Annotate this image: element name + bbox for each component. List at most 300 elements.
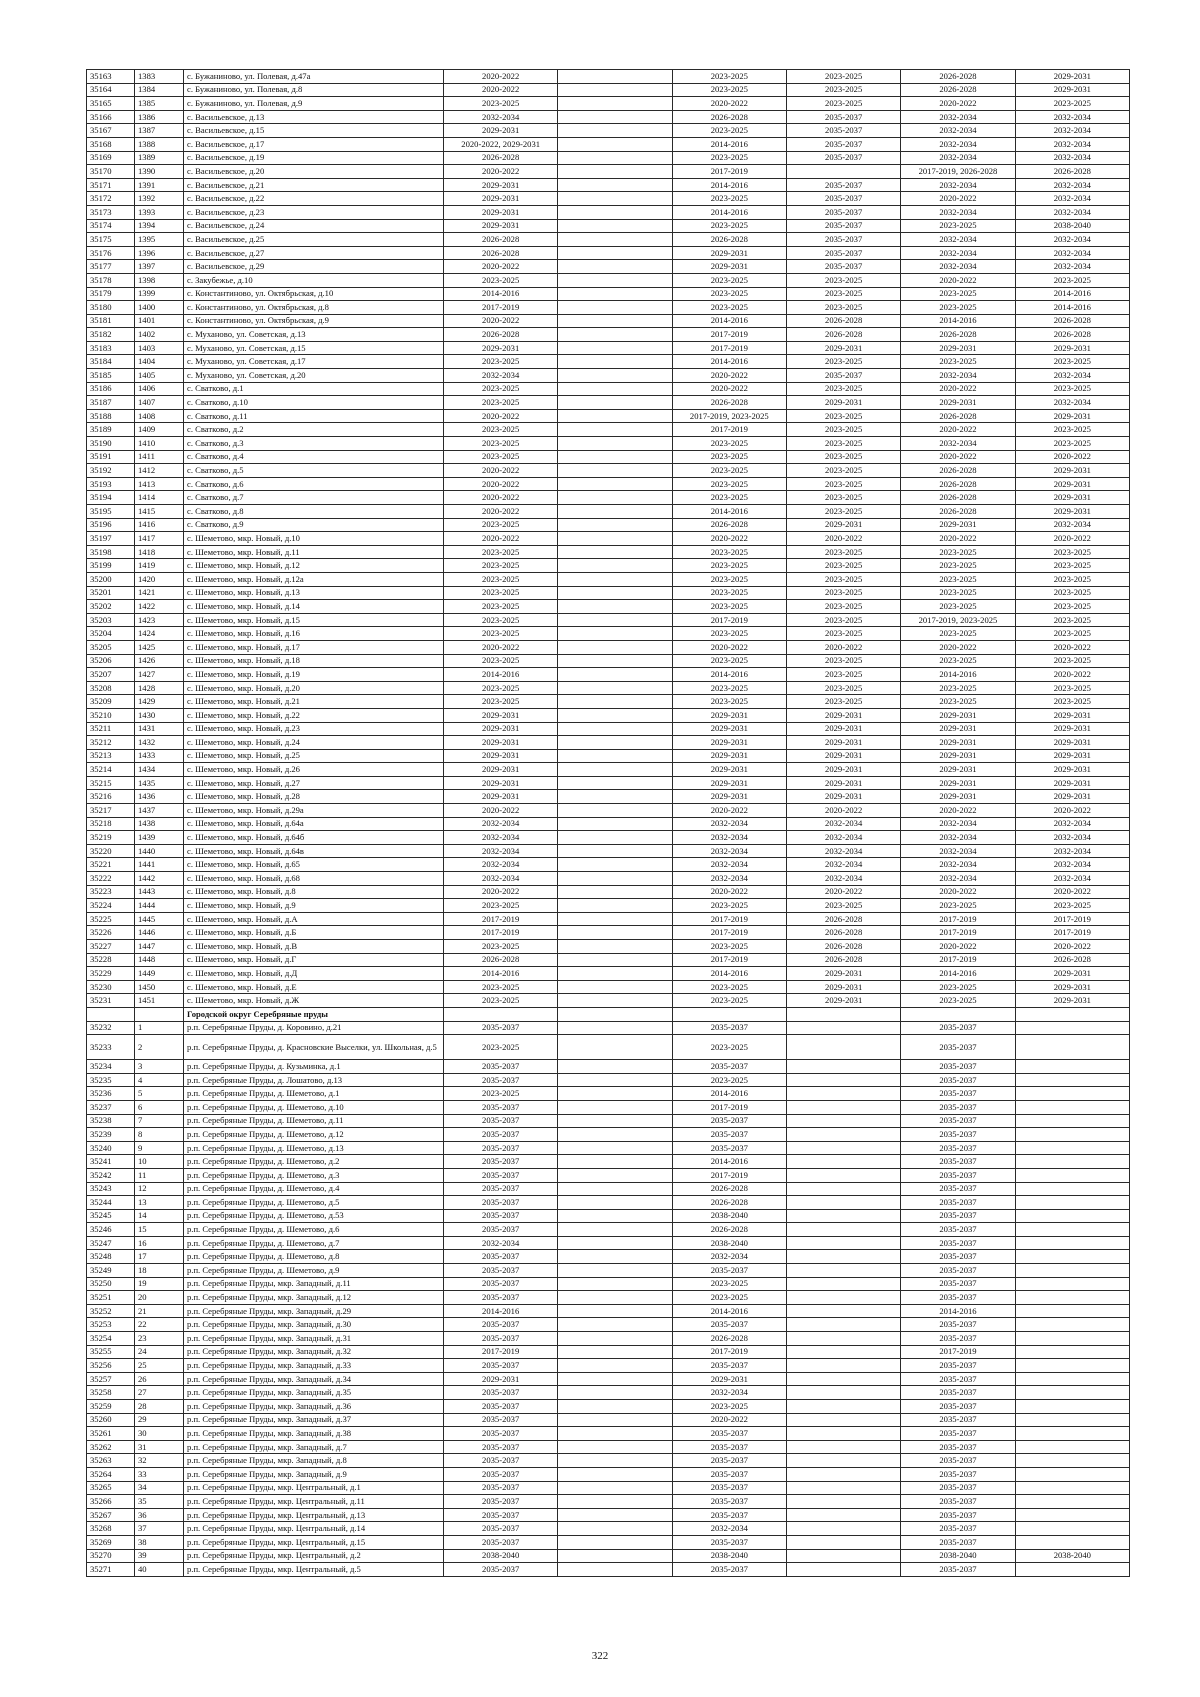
table-cell: 35230 — [87, 980, 135, 994]
table-cell: 2023-2025 — [672, 83, 786, 97]
table-cell: 2035-2037 — [672, 1481, 786, 1495]
table-row — [87, 1021, 1130, 1035]
table-cell: 2035-2037 — [672, 1021, 786, 1035]
table-cell — [558, 328, 672, 342]
table-cell: 2023-2025 — [672, 1291, 786, 1305]
table-cell: 35232 — [87, 1021, 135, 1035]
table-cell: с. Васильевское, д.20 — [184, 165, 444, 179]
table-cell — [1015, 1035, 1129, 1060]
table-cell: 35245 — [87, 1209, 135, 1223]
table-cell: 2035-2037 — [901, 1114, 1015, 1128]
table-cell: 2035-2037 — [786, 178, 900, 192]
table-cell: 35250 — [87, 1277, 135, 1291]
table-cell: 2023-2025 — [786, 586, 900, 600]
table-cell: 2035-2037 — [786, 124, 900, 138]
table-cell — [1015, 1440, 1129, 1454]
table-row — [87, 1277, 1130, 1291]
table-cell: 1391 — [135, 178, 184, 192]
table-cell: 35182 — [87, 328, 135, 342]
table-cell — [558, 722, 672, 736]
table-cell — [558, 151, 672, 165]
table-cell: 2023-2025 — [786, 613, 900, 627]
table-cell: 2032-2034 — [1015, 233, 1129, 247]
table-row — [87, 681, 1130, 695]
table-cell: р.п. Серебряные Пруды, д. Шеметово, д.11 — [184, 1114, 444, 1128]
table-cell: 35193 — [87, 477, 135, 491]
table-cell: 35215 — [87, 776, 135, 790]
table-cell — [558, 1508, 672, 1522]
table-cell: 2026-2028 — [444, 328, 558, 342]
table-cell: 1441 — [135, 858, 184, 872]
table-cell — [558, 668, 672, 682]
table-cell: 2023-2025 — [901, 681, 1015, 695]
table-cell — [786, 1454, 900, 1468]
table-cell: 2023-2025 — [1015, 613, 1129, 627]
table-cell: 35169 — [87, 151, 135, 165]
table-cell: р.п. Серебряные Пруды, д. Шеметово, д.5 — [184, 1196, 444, 1210]
table-cell: 2023-2025 — [901, 572, 1015, 586]
table-cell — [786, 1236, 900, 1250]
table-cell: 2020-2022 — [901, 97, 1015, 111]
table-cell: 2029-2031 — [786, 776, 900, 790]
table-cell: 1394 — [135, 219, 184, 233]
table-cell: 2023-2025 — [672, 654, 786, 668]
table-row — [87, 1413, 1130, 1427]
table-cell: 2035-2037 — [444, 1535, 558, 1549]
table-cell: 35194 — [87, 491, 135, 505]
table-cell: 2023-2025 — [672, 681, 786, 695]
table-cell: с. Сватково, д.5 — [184, 464, 444, 478]
table-cell: р.п. Серебряные Пруды, мкр. Западный, д.11 — [184, 1277, 444, 1291]
table-row — [87, 233, 1130, 247]
table-row — [87, 450, 1130, 464]
table-cell — [786, 1277, 900, 1291]
table-cell: 2023-2025 — [672, 695, 786, 709]
table-cell: 2035-2037 — [901, 1196, 1015, 1210]
table-cell: 2035-2037 — [901, 1413, 1015, 1427]
table-cell: 2023-2025 — [444, 423, 558, 437]
table-cell: Городской округ Серебряные пруды — [184, 1007, 444, 1021]
table-cell: 1418 — [135, 545, 184, 559]
table-cell: с. Шеметово, мкр. Новый, д.Д — [184, 967, 444, 981]
table-cell: 2026-2028 — [901, 409, 1015, 423]
table-cell: с. Шеметово, мкр. Новый, д.17 — [184, 640, 444, 654]
table-cell: 2035-2037 — [672, 1318, 786, 1332]
table-cell — [786, 1332, 900, 1346]
table-cell — [558, 1236, 672, 1250]
table-cell: 2032-2034 — [1015, 260, 1129, 274]
table-cell: с. Сватково, д.9 — [184, 518, 444, 532]
table-cell — [1015, 1304, 1129, 1318]
table-cell: 35206 — [87, 654, 135, 668]
table-cell — [558, 885, 672, 899]
table-cell: с. Шеметово, мкр. Новый, д.11 — [184, 545, 444, 559]
table-cell: 21 — [135, 1304, 184, 1318]
table-cell: 2023-2025 — [444, 1035, 558, 1060]
table-cell: 1451 — [135, 994, 184, 1008]
table-cell: 38 — [135, 1535, 184, 1549]
table-cell: 35210 — [87, 708, 135, 722]
table-cell — [558, 953, 672, 967]
table-cell: 35195 — [87, 505, 135, 519]
table-cell: 2023-2025 — [1015, 382, 1129, 396]
table-cell: с. Шеметово, мкр. Новый, д.26 — [184, 763, 444, 777]
table-cell: 1444 — [135, 899, 184, 913]
table-cell: 2032-2034 — [1015, 137, 1129, 151]
table-cell — [1015, 1481, 1129, 1495]
table-row — [87, 1168, 1130, 1182]
table-cell: 2032-2034 — [1015, 396, 1129, 410]
table-cell — [558, 654, 672, 668]
table-cell: 5 — [135, 1087, 184, 1101]
table-cell: 1440 — [135, 844, 184, 858]
table-cell: 35267 — [87, 1508, 135, 1522]
table-cell: 2017-2019 — [901, 1345, 1015, 1359]
table-cell: 2026-2028 — [786, 328, 900, 342]
table-cell: 2026-2028 — [1015, 328, 1129, 342]
table-row — [87, 899, 1130, 913]
table-cell: 1425 — [135, 640, 184, 654]
table-cell — [558, 233, 672, 247]
table-cell — [558, 749, 672, 763]
table-cell: 2014-2016 — [672, 1155, 786, 1169]
table-row — [87, 885, 1130, 899]
table-cell: 2020-2022 — [672, 885, 786, 899]
table-cell: 2017-2019 — [444, 301, 558, 315]
table-cell: 2014-2016 — [901, 1304, 1015, 1318]
table-cell: 2035-2037 — [786, 369, 900, 383]
table-cell: 2035-2037 — [444, 1128, 558, 1142]
table-cell: 2026-2028 — [786, 912, 900, 926]
table-cell: 1428 — [135, 681, 184, 695]
table-cell — [558, 695, 672, 709]
table-cell — [786, 1508, 900, 1522]
page-number: 322 — [591, 1650, 609, 1662]
table-row — [87, 1128, 1130, 1142]
table-cell: 35196 — [87, 518, 135, 532]
table-cell: 2026-2028 — [1015, 165, 1129, 179]
table-cell: с. Шеметово, мкр. Новый, д.А — [184, 912, 444, 926]
table-cell — [786, 1021, 900, 1035]
table-cell: 2029-2031 — [786, 736, 900, 750]
table-cell: 2014-2016 — [444, 287, 558, 301]
table-cell: 2029-2031 — [1015, 790, 1129, 804]
table-row — [87, 219, 1130, 233]
table-cell: 2032-2034 — [901, 844, 1015, 858]
table-cell: 2014-2016 — [672, 1304, 786, 1318]
table-cell: 2023-2025 — [444, 980, 558, 994]
table-cell — [558, 559, 672, 573]
table-cell — [786, 1318, 900, 1332]
table-cell: 2023-2025 — [786, 899, 900, 913]
table-cell — [1015, 1128, 1129, 1142]
table-cell: 2035-2037 — [901, 1128, 1015, 1142]
table-cell: 2035-2037 — [901, 1087, 1015, 1101]
table-cell — [786, 1168, 900, 1182]
table-cell — [558, 1413, 672, 1427]
table-cell — [558, 545, 672, 559]
table-cell: 2020-2022, 2029-2031 — [444, 137, 558, 151]
table-cell: 2020-2022 — [672, 369, 786, 383]
table-cell: 2032-2034 — [786, 817, 900, 831]
table-cell: 2023-2025 — [1015, 545, 1129, 559]
table-cell: с. Васильевское, д.24 — [184, 219, 444, 233]
table-cell: 1417 — [135, 532, 184, 546]
table-cell: 2023-2025 — [672, 600, 786, 614]
table-cell: 2023-2025 — [444, 627, 558, 641]
table-cell: 2023-2025 — [444, 518, 558, 532]
table-row — [87, 1114, 1130, 1128]
table-cell: 2032-2034 — [672, 831, 786, 845]
table-cell: 2014-2016 — [444, 967, 558, 981]
table-cell — [786, 1223, 900, 1237]
table-cell: 1442 — [135, 872, 184, 886]
table-cell: 24 — [135, 1345, 184, 1359]
table-cell — [558, 1209, 672, 1223]
table-cell: 2026-2028 — [901, 464, 1015, 478]
table-cell: 2032-2034 — [901, 369, 1015, 383]
table-cell: 2029-2031 — [1015, 464, 1129, 478]
table-cell — [558, 192, 672, 206]
table-cell: 1443 — [135, 885, 184, 899]
table-cell: с. Шеметово, мкр. Новый, д.Г — [184, 953, 444, 967]
table-cell: с. Шеметово, мкр. Новый, д.29а — [184, 804, 444, 818]
table-cell: 2023-2025 — [672, 572, 786, 586]
table-row — [87, 273, 1130, 287]
table-cell: 34 — [135, 1481, 184, 1495]
table-cell — [558, 423, 672, 437]
table-cell: 2023-2025 — [444, 586, 558, 600]
table-cell: р.п. Серебряные Пруды, д. Шеметово, д.4 — [184, 1182, 444, 1196]
table-cell: 35221 — [87, 858, 135, 872]
table-cell: 2 — [135, 1035, 184, 1060]
table-cell: 2023-2025 — [786, 505, 900, 519]
table-cell: 2014-2016 — [672, 205, 786, 219]
table-row — [87, 1250, 1130, 1264]
table-cell — [558, 1291, 672, 1305]
table-cell: 2035-2037 — [901, 1100, 1015, 1114]
table-cell — [786, 1182, 900, 1196]
table-cell: 2035-2037 — [901, 1209, 1015, 1223]
table-cell: с. Сватково, д.3 — [184, 437, 444, 451]
table-cell: 35265 — [87, 1481, 135, 1495]
table-cell: 35168 — [87, 137, 135, 151]
table-row — [87, 1535, 1130, 1549]
table-cell — [558, 464, 672, 478]
table-row — [87, 1236, 1130, 1250]
table-cell: 23 — [135, 1332, 184, 1346]
table-cell: 2017-2019 — [672, 953, 786, 967]
table-cell: 2017-2019 — [672, 926, 786, 940]
table-cell: 2035-2037 — [901, 1060, 1015, 1074]
table-cell: с. Васильевское, д.25 — [184, 233, 444, 247]
table-cell: 2035-2037 — [786, 233, 900, 247]
table-row — [87, 736, 1130, 750]
table-cell: 2035-2037 — [901, 1467, 1015, 1481]
table-cell: 2020-2022 — [444, 83, 558, 97]
table-cell: 2029-2031 — [1015, 477, 1129, 491]
table-cell: 2035-2037 — [444, 1318, 558, 1332]
table-cell: 2023-2025 — [901, 980, 1015, 994]
table-cell: 2023-2025 — [672, 627, 786, 641]
table-cell: 2023-2025 — [1015, 97, 1129, 111]
table-cell: 2032-2034 — [672, 858, 786, 872]
table-cell: 2038-2040 — [444, 1549, 558, 1563]
table-cell: 2035-2037 — [444, 1440, 558, 1454]
table-cell: 32 — [135, 1454, 184, 1468]
table-cell: 2032-2034 — [1015, 110, 1129, 124]
table-cell: р.п. Серебряные Пруды, д. Шеметово, д.7 — [184, 1236, 444, 1250]
table-cell — [558, 477, 672, 491]
table-row — [87, 532, 1130, 546]
table-cell: 1409 — [135, 423, 184, 437]
table-cell: с. Шеметово, мкр. Новый, д.20 — [184, 681, 444, 695]
table-cell: с. Шеметово, мкр. Новый, д.14 — [184, 600, 444, 614]
table-cell: 2032-2034 — [786, 831, 900, 845]
table-cell: 35240 — [87, 1141, 135, 1155]
table-cell: 1389 — [135, 151, 184, 165]
table-cell: 2020-2022 — [444, 165, 558, 179]
table-cell: 35164 — [87, 83, 135, 97]
table-cell — [1015, 1155, 1129, 1169]
table-cell — [1015, 1291, 1129, 1305]
table-row — [87, 586, 1130, 600]
table-cell — [558, 586, 672, 600]
table-cell: 1395 — [135, 233, 184, 247]
table-cell: 2023-2025 — [786, 450, 900, 464]
table-cell: 35218 — [87, 817, 135, 831]
table-cell: 17 — [135, 1250, 184, 1264]
table-cell: 35244 — [87, 1196, 135, 1210]
table-cell: 2029-2031 — [444, 124, 558, 138]
table-cell: 2029-2031 — [901, 736, 1015, 750]
table-cell: с. Константиново, ул. Октябрьская, д.8 — [184, 301, 444, 315]
table-cell: 2026-2028 — [444, 233, 558, 247]
table-cell: с. Васильевское, д.13 — [184, 110, 444, 124]
table-row — [87, 1481, 1130, 1495]
table-cell: 18 — [135, 1264, 184, 1278]
table-cell: р.п. Серебряные Пруды, мкр. Западный, д.30 — [184, 1318, 444, 1332]
table-cell: 2023-2025 — [1015, 559, 1129, 573]
table-cell: 1424 — [135, 627, 184, 641]
table-cell: 2029-2031 — [444, 722, 558, 736]
table-cell — [1015, 1563, 1129, 1577]
table-cell: 2035-2037 — [444, 1481, 558, 1495]
table-row — [87, 1400, 1130, 1414]
table-cell — [1015, 1332, 1129, 1346]
table-cell: с. Константиново, ул. Октябрьская, д.10 — [184, 287, 444, 301]
table-cell — [558, 1481, 672, 1495]
table-cell: с. Васильевское, д.19 — [184, 151, 444, 165]
table-cell: 2032-2034 — [672, 1250, 786, 1264]
table-cell — [558, 1440, 672, 1454]
table-row — [87, 695, 1130, 709]
table-cell: 35203 — [87, 613, 135, 627]
table-cell: 1447 — [135, 940, 184, 954]
table-cell: 2035-2037 — [901, 1440, 1015, 1454]
table-cell — [558, 1332, 672, 1346]
table-cell — [558, 518, 672, 532]
table-cell: 2023-2025 — [672, 1400, 786, 1414]
table-cell: 2023-2025 — [786, 409, 900, 423]
table-cell — [786, 1386, 900, 1400]
table-cell: 2029-2031 — [1015, 409, 1129, 423]
table-cell — [558, 1467, 672, 1481]
table-row — [87, 301, 1130, 315]
table-cell: 2023-2025 — [1015, 681, 1129, 695]
table-cell: с. Сватково, д.4 — [184, 450, 444, 464]
table-cell: 2020-2022 — [901, 382, 1015, 396]
table-cell: 2023-2025 — [444, 450, 558, 464]
table-row — [87, 409, 1130, 423]
table-cell: 1410 — [135, 437, 184, 451]
table-cell — [135, 1007, 184, 1021]
table-cell: с. Шеметово, мкр. Новый, д.13 — [184, 586, 444, 600]
table-cell: 35251 — [87, 1291, 135, 1305]
table-cell — [558, 980, 672, 994]
table-cell — [558, 1522, 672, 1536]
table-cell: 2026-2028 — [672, 1332, 786, 1346]
table-cell: р.п. Серебряные Пруды, мкр. Центральный, д.14 — [184, 1522, 444, 1536]
table-cell — [558, 70, 672, 84]
table-cell: 2020-2022 — [1015, 532, 1129, 546]
table-cell: 35201 — [87, 586, 135, 600]
table-cell: 1423 — [135, 613, 184, 627]
table-cell: 2017-2019 — [444, 912, 558, 926]
table-cell — [786, 1114, 900, 1128]
table-cell: 2029-2031 — [786, 763, 900, 777]
table-cell: 2023-2025 — [672, 559, 786, 573]
table-cell: 2023-2025 — [672, 450, 786, 464]
table-cell: 2014-2016 — [1015, 287, 1129, 301]
table-cell: с. Васильевское, д.21 — [184, 178, 444, 192]
table-cell: 35269 — [87, 1535, 135, 1549]
table-cell: 35208 — [87, 681, 135, 695]
table-cell: 2023-2025 — [901, 219, 1015, 233]
table-cell: 2032-2034 — [901, 831, 1015, 845]
table-cell: 2014-2016 — [672, 314, 786, 328]
table-cell — [786, 1007, 900, 1021]
table-cell: с. Васильевское, д.23 — [184, 205, 444, 219]
table-cell: 2029-2031 — [444, 763, 558, 777]
table-cell — [558, 1277, 672, 1291]
table-cell — [786, 1467, 900, 1481]
table-row — [87, 1073, 1130, 1087]
table-cell — [1015, 1236, 1129, 1250]
table-row — [87, 1196, 1130, 1210]
table-cell: 2017-2019 — [672, 341, 786, 355]
table-row — [87, 1264, 1130, 1278]
table-cell: 1448 — [135, 953, 184, 967]
table-cell: 2029-2031 — [672, 260, 786, 274]
table-cell: 2029-2031 — [786, 790, 900, 804]
table-cell: 2032-2034 — [444, 831, 558, 845]
table-cell: 2032-2034 — [901, 205, 1015, 219]
table-cell: 2029-2031 — [672, 1372, 786, 1386]
table-cell: 15 — [135, 1223, 184, 1237]
table-cell: 35211 — [87, 722, 135, 736]
table-cell: 1433 — [135, 749, 184, 763]
table-cell: 2023-2025 — [786, 491, 900, 505]
table-cell: 2029-2031 — [901, 341, 1015, 355]
table-cell — [1015, 1522, 1129, 1536]
table-row — [87, 491, 1130, 505]
table-cell — [558, 1563, 672, 1577]
table-cell: 2026-2028 — [672, 518, 786, 532]
table-row — [87, 124, 1130, 138]
table-cell: с. Шеметово, мкр. Новый, д.24 — [184, 736, 444, 750]
table-cell — [1015, 1100, 1129, 1114]
